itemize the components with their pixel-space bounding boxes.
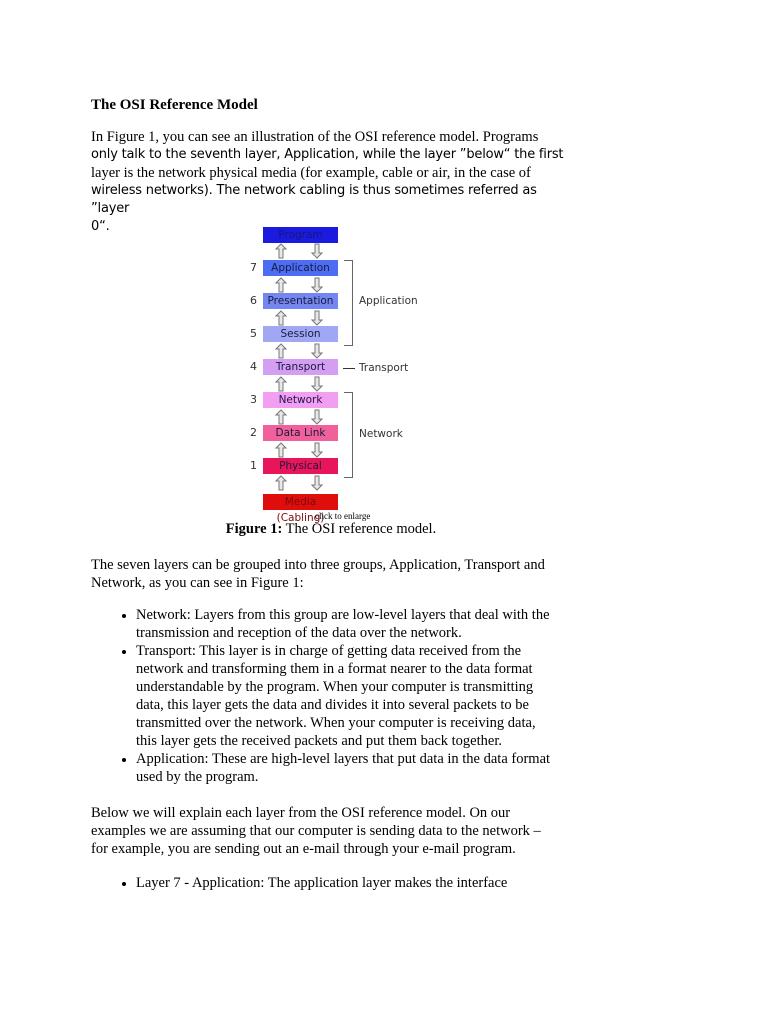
figure-caption <box>91 520 571 538</box>
body-content <box>91 556 571 892</box>
arrow-pair <box>275 243 331 259</box>
list-line: • Network: Layers from this group are low-level layers that deal with the <box>136 607 550 623</box>
layer-number: 2 <box>250 426 257 439</box>
arrow-pair <box>275 442 331 458</box>
arrow-up-icon <box>275 243 287 259</box>
network-brace <box>344 392 353 478</box>
list-item <box>136 606 571 642</box>
arrow-pair <box>275 376 331 392</box>
layer-box: Network <box>263 392 338 408</box>
para-line: Network, as you can see in Figure 1: <box>91 575 304 591</box>
list-line: transmission and reception of the data over the network. <box>136 625 462 641</box>
application-brace <box>344 260 353 346</box>
layer-box: Data Link <box>263 425 338 441</box>
arrow-up-icon <box>275 475 287 491</box>
program-box: Program <box>263 227 338 243</box>
layer-number: 4 <box>250 360 257 373</box>
list-line: transmitted over the network. When your computer is receiving data, <box>136 715 536 731</box>
groups-paragraph <box>91 556 571 592</box>
layer-box: Transport <box>263 359 338 375</box>
arrow-up-icon <box>275 277 287 293</box>
explain-paragraph <box>91 804 571 858</box>
arrow-pair <box>275 409 331 425</box>
arrow-down-icon <box>311 343 323 359</box>
arrow-up-icon <box>275 343 287 359</box>
intro-line: In Figure 1, you can see an illustration of the OSI reference model. Programs <box>91 129 539 145</box>
list-line: • Application: These are high-level layers that put data in the data format <box>136 751 551 767</box>
application-group-label: Application <box>359 295 418 307</box>
list-line: network and transforming them in a format nearer to the data format <box>136 661 533 677</box>
list-line: used by the program. <box>136 769 259 785</box>
layer-list <box>91 874 571 892</box>
arrow-down-icon <box>311 409 323 425</box>
intro-line: wireless networks). The network cabling is thus sometimes referred as ”layer <box>91 183 537 216</box>
intro-line: layer is the network physical media (for example, cable or air, in the case of <box>91 165 531 181</box>
arrow-up-icon <box>275 376 287 392</box>
transport-group-label: Transport <box>359 362 409 374</box>
layer-box: Application <box>263 260 338 276</box>
para-line: Below we will explain each layer from the OSI reference model. On our <box>91 805 511 821</box>
transport-line <box>343 368 355 369</box>
arrow-up-icon <box>275 310 287 326</box>
list-item <box>136 750 571 786</box>
document-page <box>91 96 571 891</box>
list-line: • Layer 7 - Application: The application layer makes the interface <box>136 875 508 891</box>
layer-number: 1 <box>250 459 257 472</box>
arrow-down-icon <box>311 442 323 458</box>
arrow-down-icon <box>311 475 323 491</box>
arrow-pair <box>275 343 331 359</box>
intro-paragraph <box>91 128 571 236</box>
layer-number: 3 <box>250 393 257 406</box>
layer-number: 7 <box>250 261 257 274</box>
media-box: Media (Cabling) <box>263 494 338 510</box>
para-line: The seven layers can be grouped into three groups, Application, Transport and <box>91 557 545 573</box>
arrow-down-icon <box>311 277 323 293</box>
arrow-down-icon <box>311 376 323 392</box>
list-line: data, this layer gets the data and divides it into several packets to be <box>136 697 529 713</box>
network-group-label: Network <box>359 428 403 440</box>
group-list <box>91 606 571 786</box>
osi-figure[interactable] <box>91 224 571 524</box>
layer-number: 5 <box>250 327 257 340</box>
caption-label: Figure 1: <box>225 521 283 537</box>
list-item <box>136 642 571 750</box>
layer-number: 6 <box>250 294 257 307</box>
arrow-down-icon <box>311 243 323 259</box>
click-to-enlarge-link[interactable]: click to enlarge <box>315 511 371 521</box>
list-line: • Transport: This layer is in charge of getting data received from the <box>136 643 522 659</box>
arrow-pair <box>275 475 331 491</box>
layer-box: Physical <box>263 458 338 474</box>
list-item <box>136 874 571 892</box>
arrow-pair <box>275 277 331 293</box>
para-line: for example, you are sending out an e-mail through your e-mail program. <box>91 841 516 857</box>
arrow-up-icon <box>275 442 287 458</box>
list-line: understandable by the program. When your computer is transmitting <box>136 679 534 695</box>
intro-line: only talk to the seventh layer, Application, while the layer ”below“ the first <box>91 147 564 162</box>
section-title: The OSI Reference Model <box>91 97 258 113</box>
arrow-up-icon <box>275 409 287 425</box>
arrow-pair <box>275 310 331 326</box>
caption-text: The OSI reference model. <box>282 521 437 537</box>
para-line: examples we are assuming that our computer is sending data to the network – <box>91 823 541 839</box>
layer-box: Session <box>263 326 338 342</box>
intro-line: 0“. <box>91 219 110 234</box>
arrow-down-icon <box>311 310 323 326</box>
list-line: this layer gets the received packets and put them back together. <box>136 733 502 749</box>
layer-box: Presentation <box>263 293 338 309</box>
